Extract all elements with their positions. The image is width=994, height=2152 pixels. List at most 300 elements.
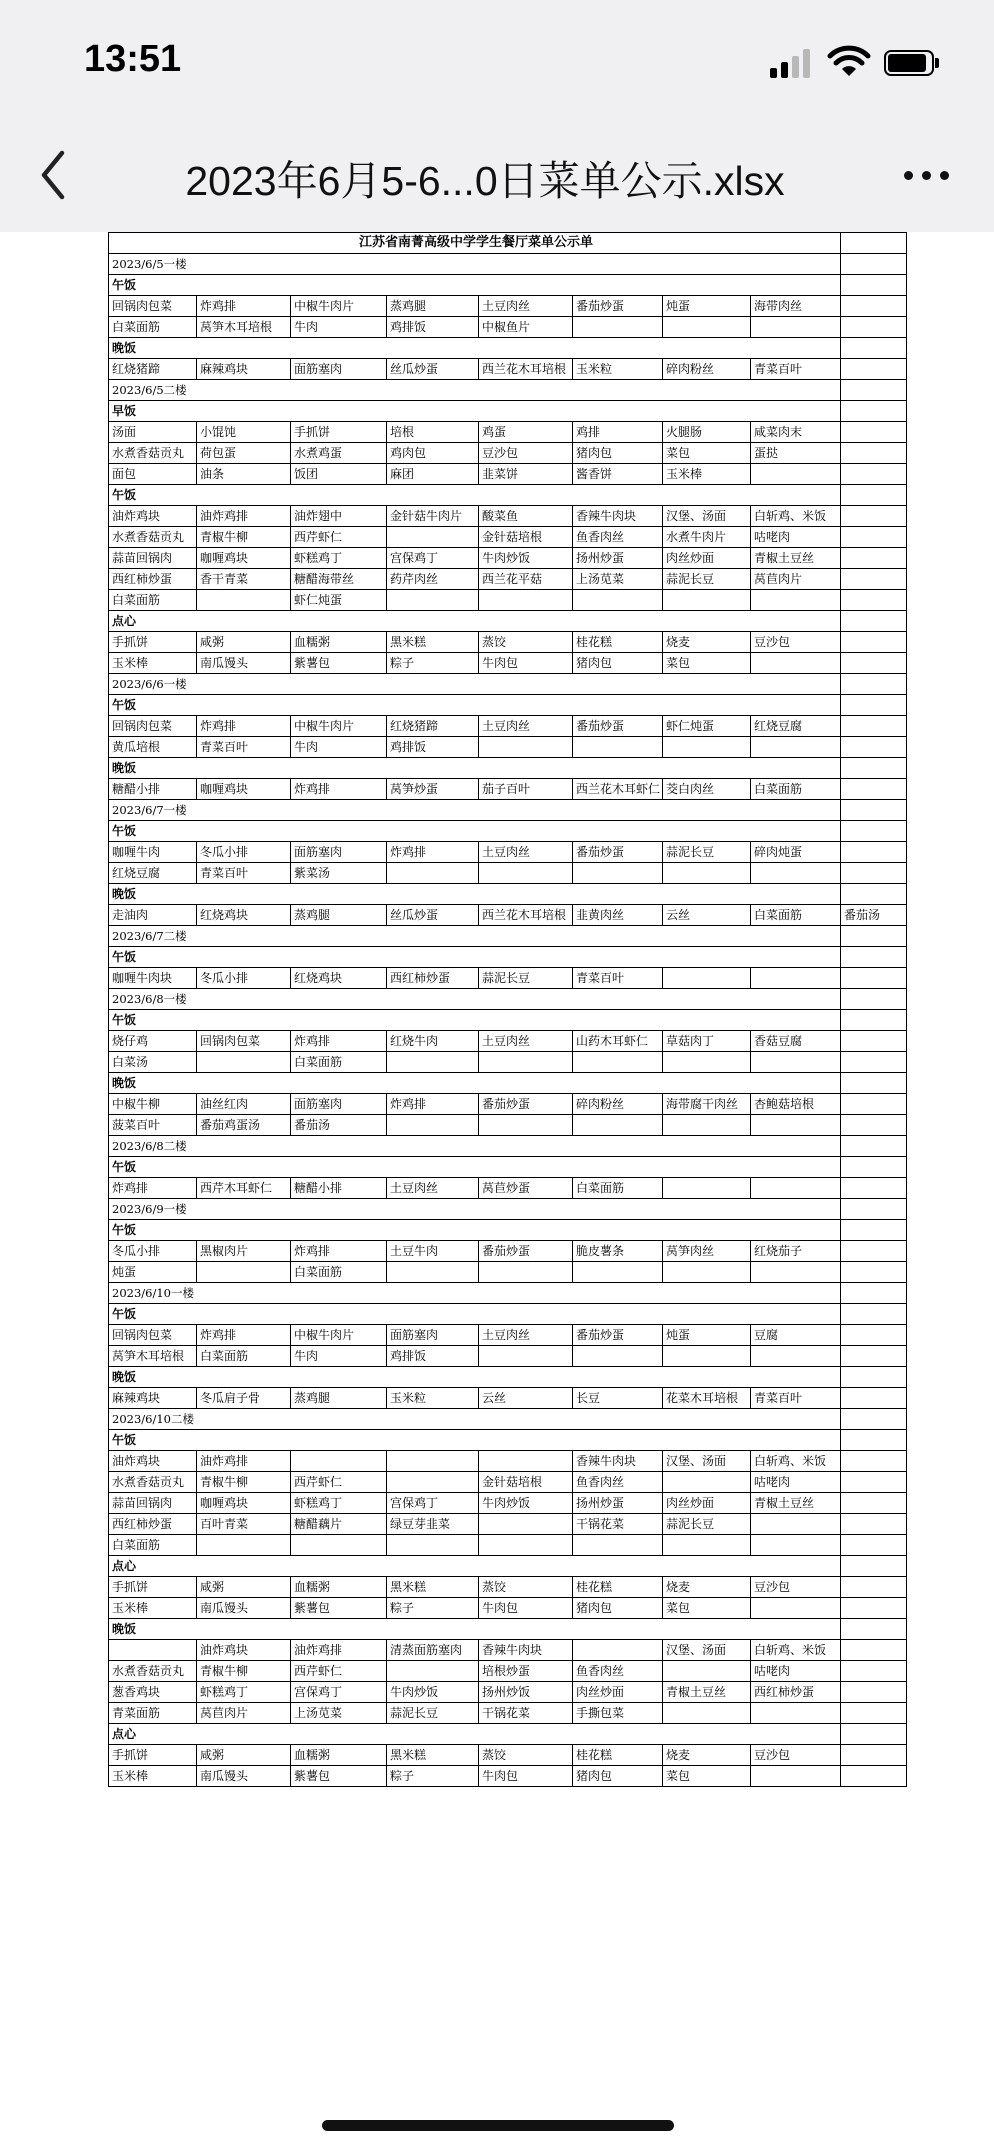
table-cell [663,1178,751,1199]
table-cell: 青菜百叶 [197,737,291,758]
table-row [109,716,907,737]
table-cell [841,674,907,695]
meal-heading-row [109,338,907,359]
table-cell [751,1178,841,1199]
meal-label: 午饭 [109,275,841,296]
table-cell: 扬州炒蛋 [573,1493,663,1514]
table-cell: 牛肉 [291,737,387,758]
date-row [109,254,907,275]
table-cell: 蒸鸡腿 [387,296,479,317]
table-cell: 菠菜百叶 [109,1115,197,1136]
table-cell: 青椒土豆丝 [663,1682,751,1703]
table-cell: 小馄饨 [197,422,291,443]
table-cell [841,485,907,506]
table-cell: 南瓜馒头 [197,653,291,674]
table-cell: 冬瓜肩子骨 [197,1388,291,1409]
table-row [109,1262,907,1283]
table-cell [479,1052,573,1073]
table-cell [663,1661,751,1682]
table-row [109,1682,907,1703]
table-cell: 血糯粥 [291,1745,387,1766]
table-cell [751,737,841,758]
table-cell [841,1199,907,1220]
meal-label: 晚饭 [109,1619,841,1640]
table-cell [387,1451,479,1472]
table-cell: 青椒牛柳 [197,1661,291,1682]
table-cell: 牛肉包 [479,1598,573,1619]
table-cell: 红烧鸡块 [197,905,291,926]
meal-heading-row [109,275,907,296]
table-cell [751,590,841,611]
meal-label: 晚饭 [109,758,841,779]
table-cell: 草菇肉丁 [663,1031,751,1052]
table-cell [841,1388,907,1409]
table-cell [197,1535,291,1556]
table-cell [841,1346,907,1367]
table-cell: 蒜苗回锅肉 [109,1493,197,1514]
table-cell [841,1094,907,1115]
table-cell: 水煮鸡蛋 [291,443,387,464]
table-cell: 虾糕鸡丁 [291,548,387,569]
table-cell: 青菜百叶 [197,863,291,884]
table-cell [841,1010,907,1031]
meal-heading-row [109,1304,907,1325]
table-cell: 扬州炒蛋 [573,548,663,569]
table-cell [109,1640,197,1661]
table-cell [663,1262,751,1283]
date-label: 2023/6/7二楼 [109,926,841,947]
table-cell [841,1619,907,1640]
table-row [109,1535,907,1556]
table-cell: 牛肉炒饭 [479,548,573,569]
table-cell: 血糯粥 [291,632,387,653]
table-cell: 中椒牛柳 [109,1094,197,1115]
table-cell: 炸鸡排 [291,1241,387,1262]
table-cell: 牛肉炒饭 [479,1493,573,1514]
table-cell [841,1220,907,1241]
date-label: 2023/6/10二楼 [109,1409,841,1430]
meal-label: 午饭 [109,1220,841,1241]
table-cell: 炖蛋 [663,1325,751,1346]
table-cell: 蒜泥长豆 [479,968,573,989]
table-cell [841,359,907,380]
date-row [109,1136,907,1157]
table-cell: 猪肉包 [573,1766,663,1787]
table-cell: 鸡肉包 [387,443,479,464]
table-cell: 青菜百叶 [751,1388,841,1409]
table-cell: 干锅花菜 [573,1514,663,1535]
table-cell: 回锅肉包菜 [109,1325,197,1346]
table-cell: 麻辣鸡块 [197,359,291,380]
table-cell: 黄瓜培根 [109,737,197,758]
table-cell [841,569,907,590]
table-cell [291,1535,387,1556]
table-cell: 冬瓜小排 [197,842,291,863]
date-label: 2023/6/9一楼 [109,1199,841,1220]
more-dots-icon [904,171,913,180]
table-cell: 培根 [387,422,479,443]
table-cell: 烧麦 [663,1577,751,1598]
table-cell: 虾仁炖蛋 [291,590,387,611]
table-cell [841,1304,907,1325]
table-row [109,1346,907,1367]
meal-heading-row [109,1367,907,1388]
table-cell: 海带腐干肉丝 [663,1094,751,1115]
table-cell [197,1262,291,1283]
table-title: 江苏省南菁高级中学学生餐厅菜单公示单 [109,233,841,254]
meal-label: 晚饭 [109,1367,841,1388]
table-cell: 蒸饺 [479,1577,573,1598]
table-cell [751,863,841,884]
table-cell: 鱼香肉丝 [573,1472,663,1493]
table-cell [841,338,907,359]
meal-label: 点心 [109,1724,841,1745]
table-cell: 白菜面筋 [751,905,841,926]
table-cell: 西兰花木耳培根 [479,359,573,380]
table-cell [841,1241,907,1262]
table-cell: 油丝红肉 [197,1094,291,1115]
table-cell: 牛肉炒饭 [387,1682,479,1703]
table-cell [841,1430,907,1451]
table-cell [841,611,907,632]
spreadsheet-view[interactable] [108,232,906,1787]
table-row [109,1472,907,1493]
table-cell: 桂花糕 [573,1745,663,1766]
table-cell [387,1472,479,1493]
table-cell: 海带肉丝 [751,296,841,317]
date-row [109,926,907,947]
table-cell [841,1367,907,1388]
table-cell: 蛋挞 [751,443,841,464]
table-cell [841,1535,907,1556]
table-cell [841,1115,907,1136]
meal-heading-row [109,947,907,968]
table-cell: 黑米糕 [387,1577,479,1598]
date-row [109,380,907,401]
table-cell: 金针菇牛肉片 [387,506,479,527]
table-cell [841,716,907,737]
table-cell [841,422,907,443]
table-cell: 中椒鱼片 [479,317,573,338]
table-cell: 冬瓜小排 [197,968,291,989]
table-cell [751,653,841,674]
table-row [109,1451,907,1472]
table-cell [479,1535,573,1556]
table-cell [841,926,907,947]
table-cell: 番茄炒蛋 [573,716,663,737]
table-cell: 玉米棒 [109,653,197,674]
table-cell: 西兰花木耳虾仁 [573,779,663,800]
table-cell: 南瓜馒头 [197,1598,291,1619]
table-cell: 手抓饼 [109,1745,197,1766]
table-cell [841,1577,907,1598]
date-label: 2023/6/5二楼 [109,380,841,401]
chevron-left-icon [30,145,80,205]
table-cell [841,947,907,968]
table-cell: 西红柿炒蛋 [387,968,479,989]
table-cell: 酱香饼 [573,464,663,485]
table-cell [479,863,573,884]
date-row [109,1199,907,1220]
meal-heading-row [109,758,907,779]
table-cell: 油炸鸡排 [291,1640,387,1661]
table-cell: 咖喱鸡块 [197,1493,291,1514]
table-cell: 糖醋小排 [109,779,197,800]
back-button[interactable] [30,145,80,205]
meal-label: 晚饭 [109,1073,841,1094]
table-cell: 番茄炒蛋 [573,296,663,317]
table-cell [663,1346,751,1367]
table-cell: 莴笋木耳培根 [109,1346,197,1367]
table-cell: 豆沙包 [751,632,841,653]
table-cell: 咕咾肉 [751,1661,841,1682]
table-cell: 番茄炒蛋 [573,842,663,863]
table-cell: 糖醋藕片 [291,1514,387,1535]
table-cell [663,737,751,758]
table-cell [751,968,841,989]
table-cell: 白斩鸡、米饭 [751,1640,841,1661]
table-row [109,464,907,485]
table-row [109,1766,907,1787]
table-row [109,1052,907,1073]
table-cell [663,1535,751,1556]
table-cell [573,1346,663,1367]
table-cell [663,968,751,989]
table-cell: 菜包 [663,443,751,464]
more-options-button[interactable] [896,160,956,190]
table-cell [841,317,907,338]
table-cell: 冬瓜小排 [109,1241,197,1262]
table-cell: 牛肉 [291,317,387,338]
table-cell: 青椒土豆丝 [751,1493,841,1514]
table-cell: 烧麦 [663,1745,751,1766]
table-cell [573,1535,663,1556]
table-cell: 酸菜鱼 [479,506,573,527]
table-cell: 油炸翅中 [291,506,387,527]
table-row [109,1325,907,1346]
table-cell [841,1514,907,1535]
table-cell: 炸鸡排 [197,1325,291,1346]
date-label: 2023/6/10一楼 [109,1283,841,1304]
table-cell: 番茄汤 [841,905,907,926]
table-cell: 韭黄肉丝 [573,905,663,926]
meal-label: 午饭 [109,1010,841,1031]
table-cell: 丝瓜炒蛋 [387,905,479,926]
table-cell [387,1535,479,1556]
table-row [109,317,907,338]
table-cell [841,1262,907,1283]
table-cell [841,632,907,653]
table-cell: 水煮香菇贡丸 [109,1661,197,1682]
table-cell [663,1052,751,1073]
table-cell [387,590,479,611]
table-row [109,1178,907,1199]
table-cell: 百叶青菜 [197,1514,291,1535]
meal-heading-row [109,485,907,506]
table-cell: 鸡蛋 [479,422,573,443]
table-row [109,1745,907,1766]
table-row [109,1115,907,1136]
table-cell [841,1073,907,1094]
date-row [109,989,907,1010]
table-cell: 青菜百叶 [573,968,663,989]
table-cell [663,1472,751,1493]
table-cell: 中椒牛肉片 [291,1325,387,1346]
table-cell [841,1493,907,1514]
table-cell: 鸡排饭 [387,737,479,758]
table-cell [841,1745,907,1766]
table-cell: 茄子百叶 [479,779,573,800]
table-cell: 白菜面筋 [573,1178,663,1199]
table-cell: 脆皮薯条 [573,1241,663,1262]
table-cell: 紫薯包 [291,1766,387,1787]
table-cell [841,800,907,821]
table-cell [841,443,907,464]
table-cell: 油炸鸡排 [197,1451,291,1472]
table-cell: 水煮香菇贡丸 [109,443,197,464]
cellular-signal-icon [770,48,814,78]
table-cell: 紫薯包 [291,1598,387,1619]
table-cell [479,1514,573,1535]
table-cell: 青椒牛柳 [197,1472,291,1493]
table-row [109,443,907,464]
table-cell: 土豆肉丝 [479,842,573,863]
table-cell: 火腿肠 [663,422,751,443]
table-cell: 汉堡、汤面 [663,1451,751,1472]
table-cell: 虾糕鸡丁 [291,1493,387,1514]
date-label: 2023/6/7一楼 [109,800,841,821]
table-cell: 炸鸡排 [197,716,291,737]
table-cell: 玉米棒 [109,1766,197,1787]
table-cell [387,1262,479,1283]
table-row [109,506,907,527]
table-cell [751,1346,841,1367]
table-cell: 回锅肉包菜 [197,1031,291,1052]
table-cell [751,1766,841,1787]
table-cell: 蒸鸡腿 [291,905,387,926]
table-cell [841,380,907,401]
meal-label: 午饭 [109,695,841,716]
table-cell: 水煮香菇贡丸 [109,527,197,548]
table-cell [663,1115,751,1136]
table-cell: 豆沙包 [479,443,573,464]
table-cell: 红烧猪蹄 [109,359,197,380]
table-cell: 牛肉包 [479,653,573,674]
meal-heading-row [109,695,907,716]
table-cell: 手抓饼 [109,1577,197,1598]
home-indicator [322,2120,674,2131]
table-cell [841,758,907,779]
table-cell [841,254,907,275]
table-cell [573,737,663,758]
table-row [109,632,907,653]
table-cell: 莴苣炒蛋 [479,1178,573,1199]
table-cell: 土豆肉丝 [479,296,573,317]
table-cell: 汉堡、汤面 [663,506,751,527]
table-cell [841,464,907,485]
table-cell: 中椒牛肉片 [291,296,387,317]
table-cell: 烧麦 [663,632,751,653]
table-cell: 玉米粒 [387,1388,479,1409]
meal-heading-row [109,401,907,422]
table-cell: 虾仁炖蛋 [663,716,751,737]
table-cell: 蒸饺 [479,1745,573,1766]
table-cell: 麻团 [387,464,479,485]
table-cell: 山药木耳虾仁 [573,1031,663,1052]
table-cell: 油炸鸡排 [197,506,291,527]
table-cell: 番茄炒蛋 [573,1325,663,1346]
table-cell: 荷包蛋 [197,443,291,464]
menu-table [108,232,907,1787]
table-cell [751,1514,841,1535]
table-cell: 豆沙包 [751,1577,841,1598]
table-cell: 紫薯包 [291,653,387,674]
table-cell: 红烧豆腐 [109,863,197,884]
table-cell: 青椒牛柳 [197,527,291,548]
table-cell [573,1262,663,1283]
meal-heading-row [109,1556,907,1577]
meal-label: 午饭 [109,1430,841,1451]
table-cell: 西兰花平菇 [479,569,573,590]
table-cell [841,275,907,296]
table-cell: 玉米粒 [573,359,663,380]
table-cell: 咖喱牛肉块 [109,968,197,989]
table-cell: 咸粥 [197,1745,291,1766]
table-cell: 肉丝炒面 [663,548,751,569]
table-cell: 炖蛋 [663,296,751,317]
table-cell: 香辣牛肉块 [573,1451,663,1472]
table-cell: 炸鸡排 [109,1178,197,1199]
table-cell [573,317,663,338]
table-cell: 番茄炒蛋 [479,1241,573,1262]
table-cell [751,1115,841,1136]
meal-label: 晚饭 [109,338,841,359]
table-cell: 西芹虾仁 [291,527,387,548]
table-row [109,653,907,674]
table-cell: 肉丝炒面 [663,1493,751,1514]
table-cell: 白菜面筋 [109,317,197,338]
table-cell: 白菜面筋 [197,1346,291,1367]
table-cell: 菜包 [663,1766,751,1787]
table-cell: 回锅肉包菜 [109,716,197,737]
table-cell [573,1115,663,1136]
table-cell: 番茄鸡蛋汤 [197,1115,291,1136]
table-cell [751,1535,841,1556]
table-cell: 水煮香菇贡丸 [109,1472,197,1493]
table-row [109,1598,907,1619]
meal-label: 午饭 [109,947,841,968]
table-cell: 手撕包菜 [573,1703,663,1724]
table-cell: 干锅花菜 [479,1703,573,1724]
meal-heading-row [109,1010,907,1031]
table-cell [751,1703,841,1724]
table-cell [841,1556,907,1577]
table-cell: 杏鲍菇培根 [751,1094,841,1115]
table-cell: 咖喱牛肉 [109,842,197,863]
table-row [109,1493,907,1514]
table-cell: 葱香鸡块 [109,1682,197,1703]
table-cell [479,1451,573,1472]
table-cell [291,1451,387,1472]
table-cell: 西芹木耳虾仁 [197,1178,291,1199]
table-cell: 南瓜馒头 [197,1766,291,1787]
table-row [109,1661,907,1682]
table-cell [751,1262,841,1283]
table-cell: 蒜泥长豆 [663,569,751,590]
meal-heading-row [109,821,907,842]
table-cell [387,1661,479,1682]
table-cell: 中椒牛肉片 [291,716,387,737]
